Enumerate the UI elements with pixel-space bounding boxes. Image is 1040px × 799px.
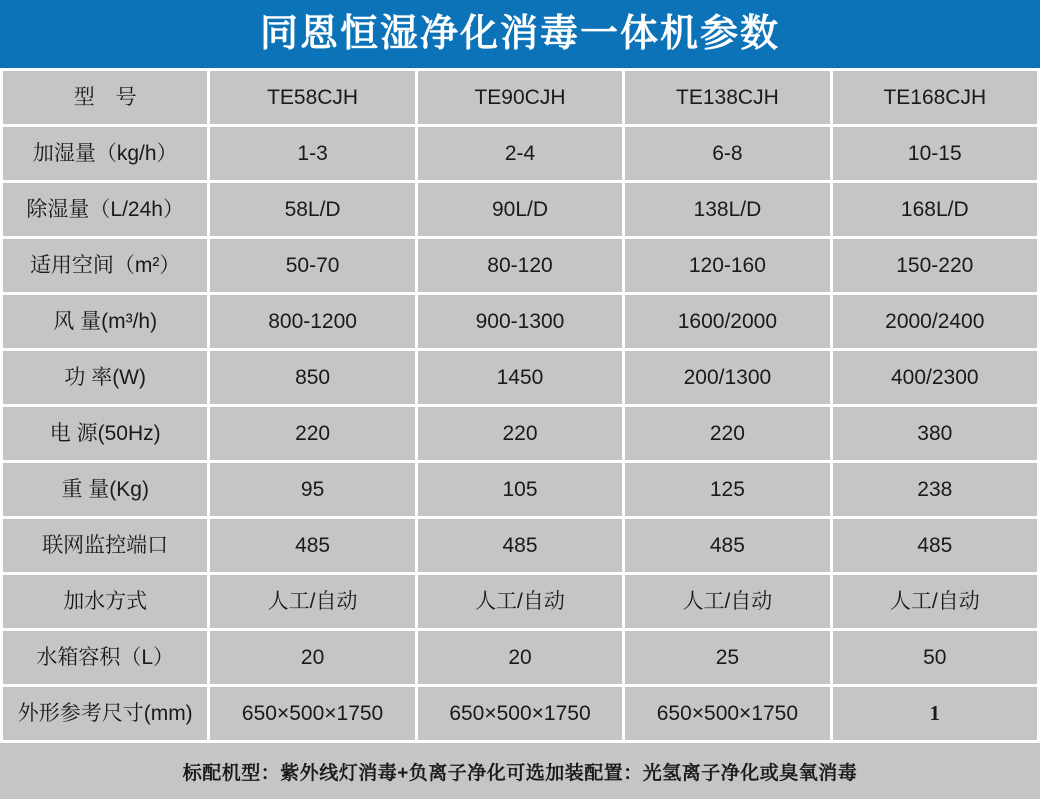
table-row-humidification (3, 127, 1037, 180)
cell-value: 238 (833, 463, 1037, 516)
table-row-dehumidification (3, 183, 1037, 236)
table-row-power (3, 351, 1037, 404)
cell-value: 25 (625, 631, 829, 684)
cell-value: 50 (833, 631, 1037, 684)
cell-value: 80-120 (418, 239, 622, 292)
cell-value: 2-4 (418, 127, 622, 180)
table-row-weight (3, 463, 1037, 516)
cell-value: 485 (625, 519, 829, 572)
model-name-cell: TE138CJH (625, 71, 829, 124)
cell-value: 1 (833, 687, 1037, 740)
cell-value: 人工/自动 (625, 575, 829, 628)
table-row-water-filling (3, 575, 1037, 628)
header-label-cell: 型 号 (3, 71, 207, 124)
table-row-air-volume (3, 295, 1037, 348)
cell-value: 1450 (418, 351, 622, 404)
cell-value: 50-70 (210, 239, 414, 292)
row-label: 联网监控端口 (3, 519, 207, 572)
model-name-cell: TE90CJH (418, 71, 622, 124)
cell-value: 485 (418, 519, 622, 572)
cell-value: 900-1300 (418, 295, 622, 348)
cell-value: 850 (210, 351, 414, 404)
table-row-tank-capacity (3, 631, 1037, 684)
model-name-cell: TE58CJH (210, 71, 414, 124)
cell-value: 125 (625, 463, 829, 516)
row-label: 加水方式 (3, 575, 207, 628)
cell-value: 220 (210, 407, 414, 460)
row-label: 水箱容积（L） (3, 631, 207, 684)
cell-value: 人工/自动 (210, 575, 414, 628)
row-label: 外形参考尺寸(mm) (3, 687, 207, 740)
cell-value: 400/2300 (833, 351, 1037, 404)
model-name-cell: TE168CJH (833, 71, 1037, 124)
cell-value: 20 (210, 631, 414, 684)
cell-value: 105 (418, 463, 622, 516)
cell-value: 485 (833, 519, 1037, 572)
row-label: 电 源(50Hz) (3, 407, 207, 460)
row-label: 功 率(W) (3, 351, 207, 404)
table-row-network-port (3, 519, 1037, 572)
cell-value: 1-3 (210, 127, 414, 180)
footer-note: 标配机型：紫外线灯消毒+负离子净化可选加装配置：光氢离子净化或臭氧消毒 (182, 762, 858, 784)
cell-value: 120-160 (625, 239, 829, 292)
cell-value: 2000/2400 (833, 295, 1037, 348)
row-label: 风 量(m³/h) (3, 295, 207, 348)
cell-value: 1600/2000 (625, 295, 829, 348)
cell-value: 650×500×1750 (418, 687, 622, 740)
cell-value: 220 (625, 407, 829, 460)
title-bar (0, 0, 1040, 68)
footer-band (0, 743, 1040, 799)
cell-value: 90L/D (418, 183, 622, 236)
table-row-power-supply (3, 407, 1037, 460)
cell-value: 人工/自动 (418, 575, 622, 628)
spec-table (0, 68, 1040, 743)
row-label: 适用空间（m²） (3, 239, 207, 292)
cell-value: 650×500×1750 (625, 687, 829, 740)
table-row-applicable-space (3, 239, 1037, 292)
row-label: 加湿量（kg/h） (3, 127, 207, 180)
row-label: 除湿量（L/24h） (3, 183, 207, 236)
cell-value: 200/1300 (625, 351, 829, 404)
cell-value: 6-8 (625, 127, 829, 180)
cell-value: 650×500×1750 (210, 687, 414, 740)
cell-value: 800-1200 (210, 295, 414, 348)
cell-value: 人工/自动 (833, 575, 1037, 628)
page-title: 同恩恒湿净化消毒一体机参数 (259, 13, 780, 55)
table-row-dimensions (3, 687, 1037, 740)
cell-value: 150-220 (833, 239, 1037, 292)
row-label: 重 量(Kg) (3, 463, 207, 516)
table-header-row (3, 71, 1037, 124)
cell-value: 138L/D (625, 183, 829, 236)
cell-value: 58L/D (210, 183, 414, 236)
cell-value: 168L/D (833, 183, 1037, 236)
cell-value: 220 (418, 407, 622, 460)
cell-value: 95 (210, 463, 414, 516)
cell-value: 10-15 (833, 127, 1037, 180)
cell-value: 20 (418, 631, 622, 684)
cell-value: 380 (833, 407, 1037, 460)
cell-value: 485 (210, 519, 414, 572)
